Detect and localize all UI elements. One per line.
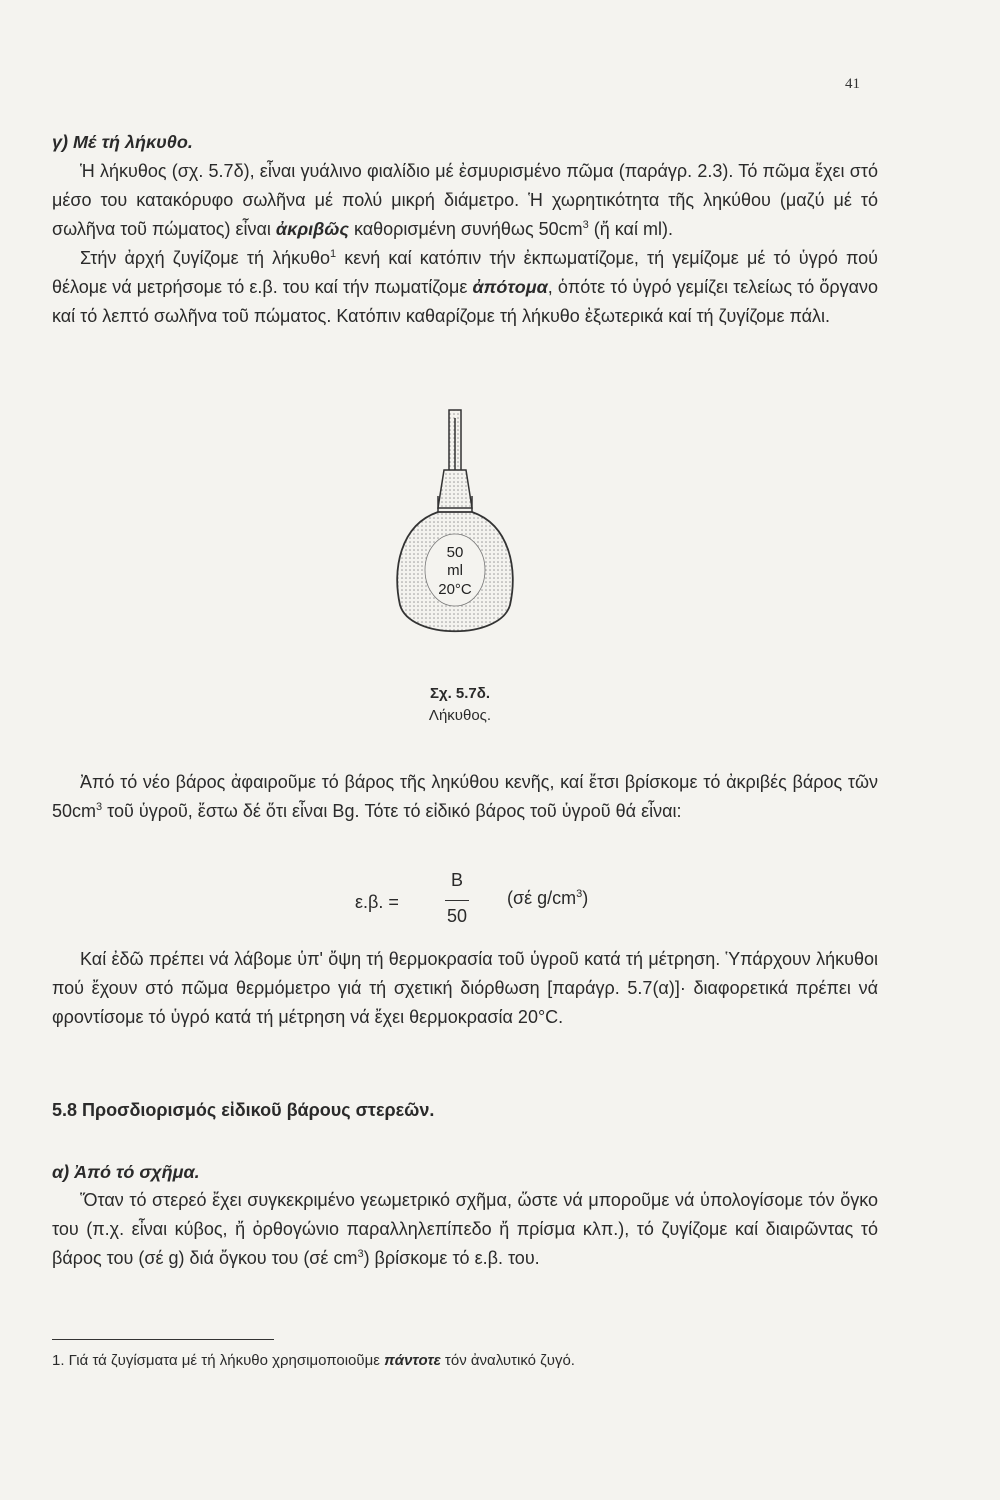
text-run: κενή καί κατόπιν τήν ἐκπωματίζομε, τή γεμίζομε μέ τό ὑγρό πού θέλομε νά μετρήσομε τό ε.β. του καί τήν πωματίζομε [52,248,878,297]
section-g-paragraph-2 [52,244,878,331]
text-run: (σέ g/cm [507,888,577,908]
text-run: τοῦ ὑγροῦ, ἔστω δέ ὅτι εἶναι Bg. Τότε τό εἰδικό βάρος τοῦ ὑγροῦ θά εἶναι: [102,801,682,821]
section-g-paragraph-1 [52,157,878,244]
superscript: 3 [576,888,583,900]
after-figure-text [52,768,878,826]
section-g-heading: γ) Μέ τή λήκυθο. [52,132,193,152]
ground-glass-stopper [438,470,472,508]
footnote-separator [52,1339,274,1340]
formula-lhs: ε.β. = [355,892,399,912]
text-run: (ἤ καί ml). [588,219,673,239]
superscript: 3 [582,219,589,231]
text-run: ) [582,888,589,908]
temperature-paragraph: Καί ἐδῶ πρέπει νά λάβομε ὑπ' ὄψη τή θερμοκρασία τοῦ ὑγροῦ κατά τή μέτρηση. Ὑπάρχουν λήκυθοι πού ἔχουν στό πῶμα θερμόμετρο γιά τή σχετική διόρθωση [παράγρ. 5.7(α)]· διαφορετικά πρέπει νά φροντίσομε τό ὑγρό κατά τή μέτρηση νά ἔχει θερμοκρασία 20°C. [52,949,878,1027]
text-run: ) βρίσκομε τό ε.β. του. [363,1248,540,1268]
shape-paragraph [52,1186,878,1273]
text-run: , ὁπότε τό ὑγρό γεμίζει τελείως τό ὄργανο καί τό λεπτό σωλῆνα τοῦ πώματος. Κατόπιν καθαρίζομε τή λήκυθο ἐξωτερικά καί τή ζυγίζομε πάλι. [52,277,878,326]
emphasis-text: ἀκριβῶς [275,219,349,239]
emphasis-text: ἀπότομα [472,277,548,297]
text-run: Ἡ λήκυθος (σχ. 5.7δ), εἶναι γυάλινο φιαλίδιο μέ ἐσμυρισμένο πῶμα (παράγρ. 2.3). Τό πῶμα ἔχει στό μέσο του κατακόρυφο σωλῆνα μέ πολύ μικρή διάμετρο. Ἡ χωρητικότητα τῆς ληκύθου (μαζύ μέ τό σωλῆνα τοῦ πώματος) εἶναι [52,161,878,239]
section-5-8-title: 5.8 Προσδιορισμός εἰδικοῦ βάρους στερεῶν. [52,1100,435,1120]
formula-denominator: 50 [447,906,468,926]
flask-unit-label: ml [447,562,463,579]
temperature-note [52,945,878,1032]
figure-number: Σχ. 5.7δ. [429,685,491,702]
text-run: Ἀπό τό νέο βάρος ἀφαιροῦμε τό βάρος τῆς ληκύθου κενῆς, καί ἔτσι βρίσκομε τό ἀκριβές βάρος τῶν 50cm [52,772,878,821]
flask-temperature-label: 20°C [438,581,472,598]
weight-paragraph [52,768,878,826]
formula-numerator: B [451,870,464,890]
fraction-bar [445,900,469,901]
figure-title: Λήκυθος. [428,707,492,724]
superscript: 3 [357,1248,364,1260]
section-g [52,128,878,331]
figure-caption [380,683,540,727]
specific-gravity-formula [355,872,675,932]
page-number: 41 [845,76,860,92]
text-run: καθορισμένη συνήθως 50cm [348,219,583,239]
text-run: τόν ἀναλυτικό ζυγό. [440,1352,575,1369]
superscript: 3 [96,801,103,813]
footnote-marker: 1 [329,248,337,260]
flask-volume-label: 50 [446,544,464,561]
lekythos-figure [380,400,540,660]
emphasis-text: πάντοτε [384,1352,441,1369]
text-run: Στήν ἀρχή ζυγίζομε τή λήκυθο [80,248,330,268]
section-5-8-text [52,1186,878,1273]
subsection-a-title: α) Ἀπό τό σχῆμα. [52,1162,200,1182]
footnote [52,1352,575,1369]
lekythos-drawing [380,400,540,660]
text-run: 1. Γιά τά ζυγίσματα μέ τή λήκυθο χρησιμοποιοῦμε [52,1352,385,1369]
text-run: Ὅταν τό στερεό ἔχει συγκεκριμένο γεωμετρικό σχῆμα, ὥστε νά μποροῦμε νά ὑπολογίσομε τόν ὄγκο του (π.χ. εἶναι κύβος, ἤ ὀρθογώνιο παραλληλεπίπεδο ἤ πρίσμα κλπ.), τό ζυγίζομε καί διαιρῶντας τό βάρος του (σέ g) διά ὄγκου του (σέ cm [52,1190,878,1268]
formula-units [507,888,588,909]
